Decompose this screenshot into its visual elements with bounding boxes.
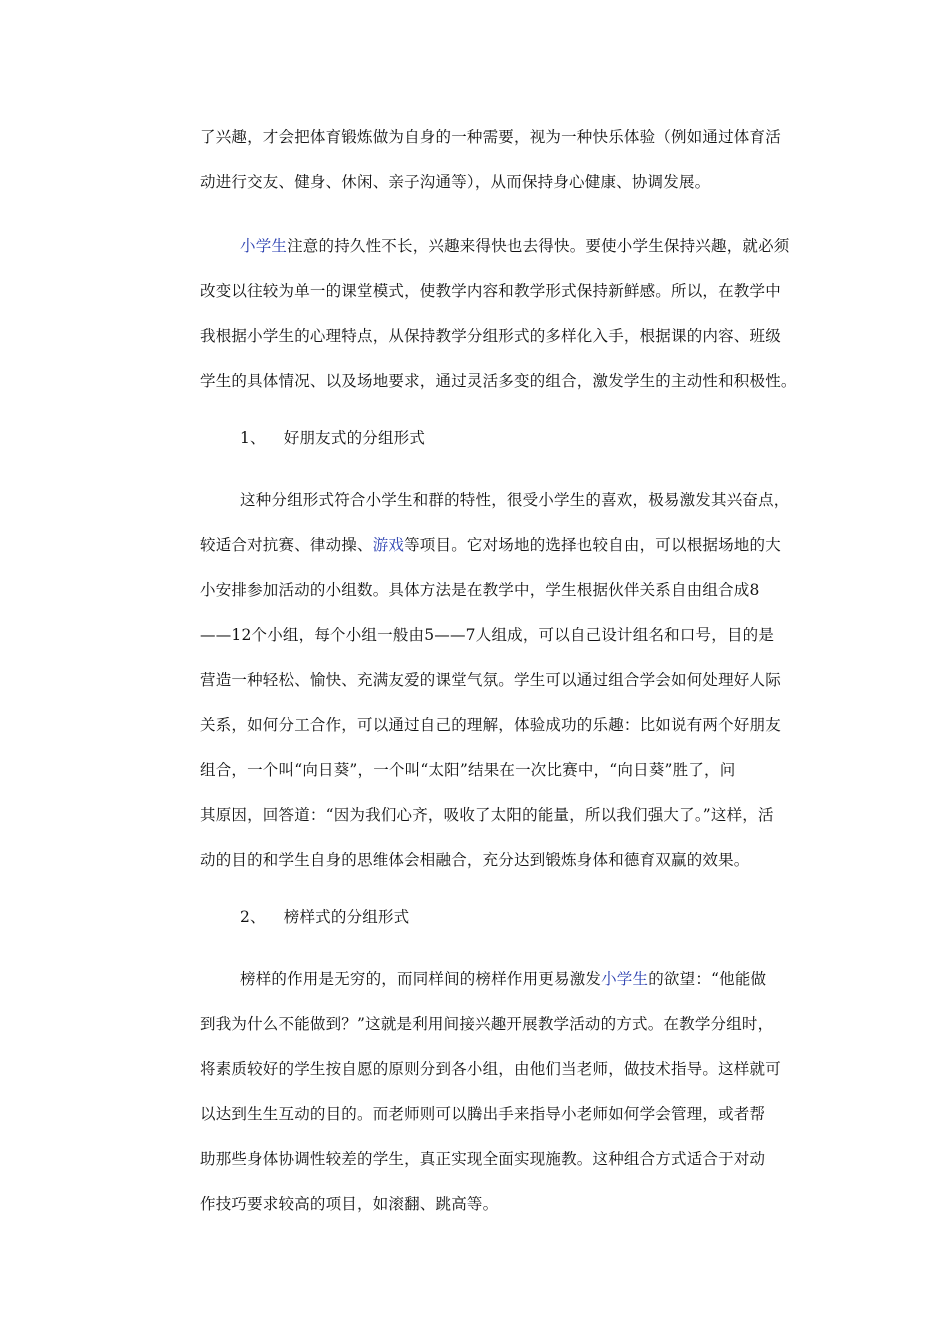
heading-text: 榜样式的分组形式 — [283, 908, 410, 926]
paragraph-line: 其原因，回答道：“因为我们心齐，吸收了太阳的能量，所以我们强大了。”这样，活 — [200, 806, 774, 824]
paragraph-text: 的欲望：“他能做 — [648, 970, 767, 988]
heading-text: 好朋友式的分组形式 — [283, 429, 426, 447]
paragraph-line: 组合，一个叫“向日葵”，一个叫“太阳”结果在一次比赛中，“向日葵”胜了，问 — [200, 761, 736, 779]
paragraph-text: 较适合对抗赛、律动操、 — [200, 536, 373, 554]
paragraph-line: 动的目的和学生自身的思维体会相融合，充分达到锻炼身体和德育双赢的效果。 — [200, 851, 750, 869]
paragraph-line: 到我为什么不能做到？”这就是利用间接兴趣开展教学活动的方式。在教学分组时， — [200, 1015, 774, 1033]
heading-number: 2、 — [240, 908, 266, 926]
paragraph-text: 注意的持久性不长，兴趣来得快也去得快。要使小学生保持兴趣，就必须 — [287, 237, 790, 255]
heading-number: 1、 — [240, 429, 266, 447]
paragraph-line — [200, 535, 820, 555]
paragraph-line: 动进行交友、健身、休闲、亲子沟通等），从而保持身心健康、协调发展。 — [200, 173, 711, 191]
link-text[interactable]: 小学生 — [601, 970, 649, 988]
paragraph-line: 小安排参加活动的小组数。具体方法是在教学中，学生根据伙伴关系自由组合成8 — [200, 581, 760, 599]
section-heading — [240, 428, 860, 448]
paragraph-text: 榜样的作用是无穷的，而同样间的榜样作用更易激发 — [240, 970, 602, 988]
paragraph-line: 我根据小学生的心理特点，从保持教学分组形式的多样化入手，根据课的内容、班级 — [200, 327, 781, 345]
link-text[interactable]: 游戏 — [372, 536, 405, 554]
paragraph-line — [240, 236, 860, 256]
paragraph-line: 了兴趣，才会把体育锻炼做为自身的一种需要，视为一种快乐体验（例如通过体育活 — [200, 128, 781, 146]
link-text[interactable]: 小学生 — [240, 237, 288, 255]
paragraph-text: 等项目。它对场地的选择也较自由，可以根据场地的大 — [404, 536, 781, 554]
section-heading — [240, 907, 860, 927]
paragraph-line: 助那些身体协调性较差的学生，真正实现全面实现施教。这种组合方式适合于对动 — [200, 1150, 766, 1168]
paragraph-line: 这种分组形式符合小学生和群的特性，很受小学生的喜欢，极易激发其兴奋点， — [240, 491, 790, 509]
paragraph-line: 关系，如何分工合作，可以通过自己的理解，体验成功的乐趣：比如说有两个好朋友 — [200, 716, 781, 734]
paragraph-line: 作技巧要求较高的项目，如滚翻、跳高等。 — [200, 1195, 499, 1213]
paragraph-line: ——12个小组，每个小组一般由5——7人组成，可以自己设计组名和口号，目的是 — [200, 626, 775, 644]
paragraph-line: 营造一种轻松、愉快、充满友爱的课堂气氛。学生可以通过组合学会如何处理好人际 — [200, 671, 781, 689]
paragraph-line: 学生的具体情况、以及场地要求，通过灵活多变的组合，激发学生的主动性和积极性。 — [200, 372, 797, 390]
paragraph-line: 将素质较好的学生按自愿的原则分到各小组，由他们当老师，做技术指导。这样就可 — [200, 1060, 781, 1078]
paragraph-line: 改变以往较为单一的课堂模式，使教学内容和教学形式保持新鲜感。所以，在教学中 — [200, 282, 781, 300]
paragraph-line — [240, 969, 860, 989]
paragraph-line: 以达到生生互动的目的。而老师则可以腾出手来指导小老师如何学会管理，或者帮 — [200, 1105, 766, 1123]
